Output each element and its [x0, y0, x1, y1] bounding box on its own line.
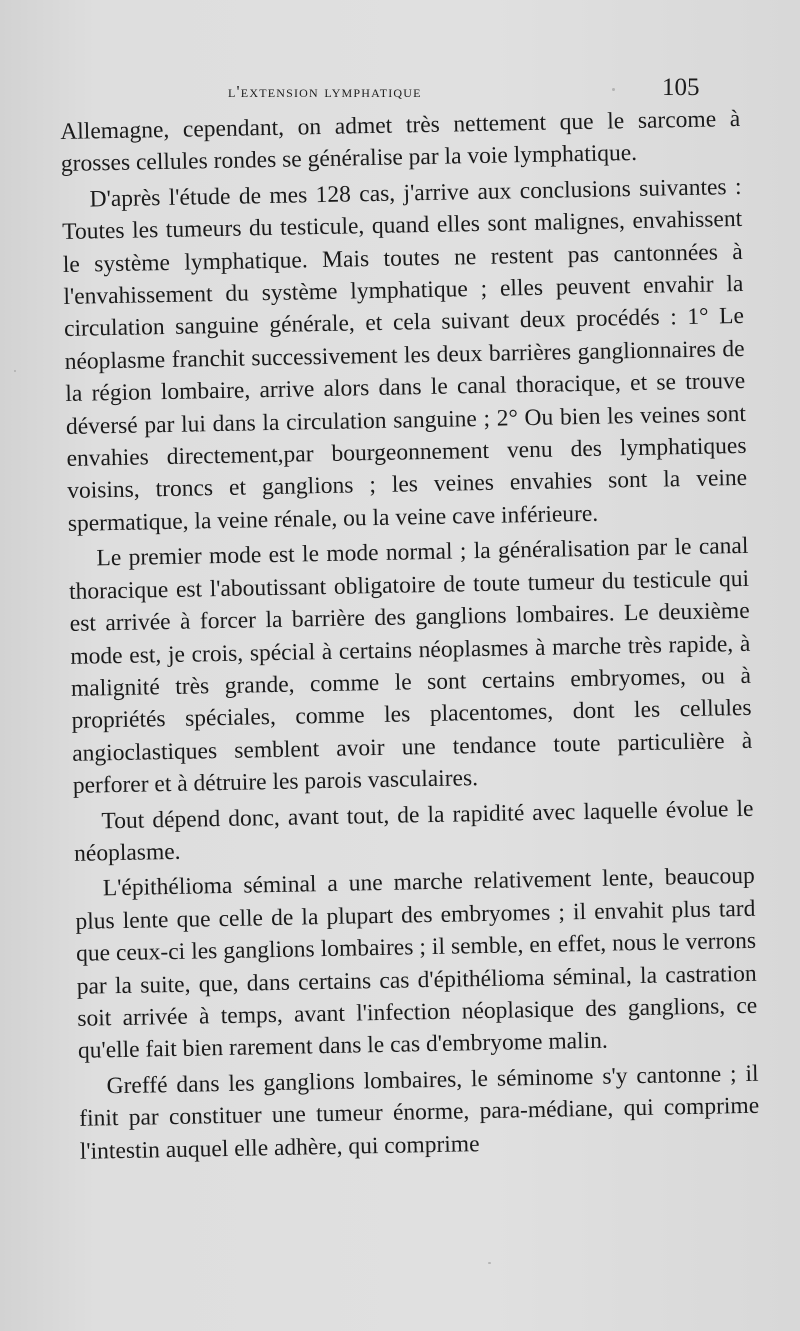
scan-speck: [612, 88, 615, 91]
scan-speck: [488, 1262, 491, 1264]
paragraph-6: Greffé dans les ganglions lombaires, le séminome s'y cantonne ; il finit par constituer une tumeur énorme, para-médiane, qui comprime l'intestin auquel elle adhère, qui comprime: [79, 1060, 760, 1165]
page-number: 105: [662, 74, 700, 101]
paragraph-1: Allemagne, cependant, on admet très nettement que le sarcome à grosses cellules rondes se généralise par la voie lymphatique.: [60, 105, 741, 178]
body-text: [60, 103, 760, 1168]
paragraph-4: Tout dépend donc, avant tout, de la rapidité avec laquelle évolue le néoplasme.: [73, 795, 754, 867]
paragraph-2: D'après l'étude de mes 128 cas, j'arrive aux conclusions suivantes : Toutes les tumeurs du testicule, quand elles sont malignes, envahissent le système lymphatique. Mais toutes ne restent pas cantonnées à l'envahissement du système lymphatique ; elles peuvent envahir la circulation sanguine générale, et cela suivant deux procédés : 1° Le néoplasme franchit successivement les deux barrières ganglionnaires de la région lombaire, arrive alors dans le canal thoracique, et se trouve déversé par lui dans la circulation sanguine ; 2° Ou bien les veines sont envahies directement,par bourgeonnement venu des lymphatiques voisins, troncs et ganglions ; les veines envahies sont la veine spermatique, la veine rénale, ou la veine cave inférieure.: [61, 173, 748, 537]
scan-speck: [14, 370, 16, 372]
paragraph-5: L'épithélioma séminal a une marche relativement lente, beaucoup plus lente que celle de la plupart des embryomes ; il envahit plus tard que ceux-ci les ganglions lombaires ; il semble, en effet, nous le verrons par la suite, que, dans certains cas d'épithélioma séminal, la castration soit arrivée à temps, avant l'infection néoplasique des ganglions, ce qu'elle fait bien rarement dans le cas d'embryome malin.: [75, 863, 758, 1065]
running-title: l'extension lymphatique: [228, 82, 422, 101]
paragraph-3: Le premier mode est le mode normal ; la généralisation par le canal thoracique est l'aboutissant obligatoire de toute tumeur du testicule qui est arrivée à forcer la barrière des ganglions lombaires. Le deuxième mode est, je crois, spécial à certains néoplasmes à marche très rapide, à malignité très grande, comme le sont certains embryomes, ou à propriétés spéciales, comme les placentomes, dont les cellules angioclastiques semblent avoir une tendance toute particulière à perforer et à détruire les parois vasculaires.: [68, 533, 753, 799]
